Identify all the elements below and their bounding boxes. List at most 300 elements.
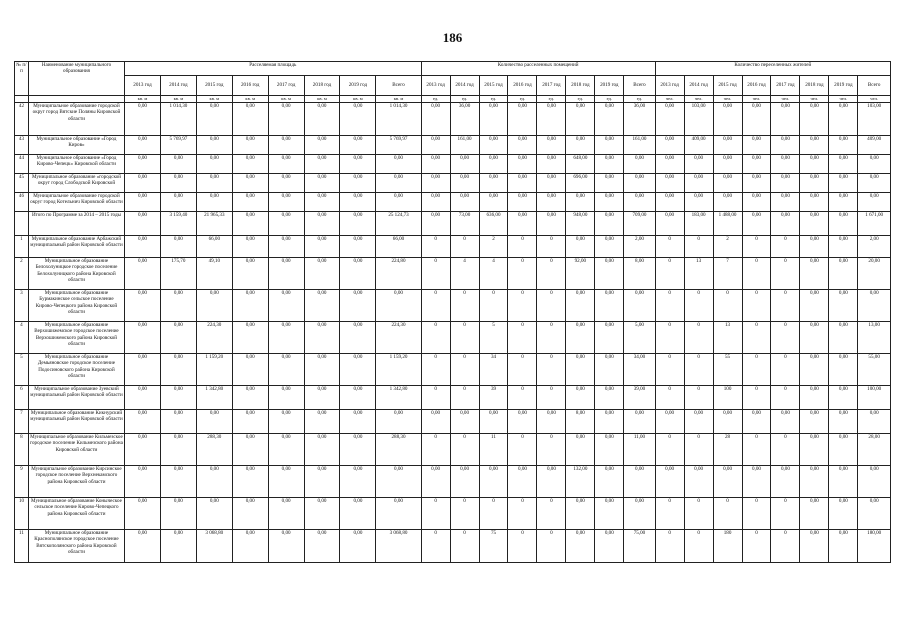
header-unit-area: кв. м — [376, 96, 421, 103]
header-year-people: 2014 год — [684, 76, 713, 96]
people-value: 0,00 — [800, 103, 829, 136]
area-value: 0,00 — [268, 322, 304, 354]
area-value: 0,00 — [160, 410, 196, 434]
rooms-value: 648,00 — [566, 155, 595, 174]
people-value: 0,00 — [800, 434, 829, 466]
row-number: 43 — [15, 136, 29, 155]
people-value: 0,00 — [655, 174, 684, 193]
rooms-value: 0 — [421, 434, 450, 466]
people-value: 0,00 — [655, 136, 684, 155]
rooms-value: 0,00 — [595, 212, 624, 236]
area-value: 0,00 — [376, 193, 421, 212]
people-value: 0 — [771, 258, 800, 290]
area-value: 1 159,20 — [376, 354, 421, 386]
area-value: 5 769,97 — [376, 136, 421, 155]
area-value: 0,00 — [340, 354, 376, 386]
people-value: 0 — [655, 236, 684, 258]
people-value: 0,00 — [713, 103, 742, 136]
rooms-value: 0,00 — [537, 174, 566, 193]
area-value: 0,00 — [196, 155, 232, 174]
area-value: 0,00 — [125, 174, 161, 193]
area-value: 0,00 — [268, 212, 304, 236]
rooms-value: 0,00 — [450, 410, 479, 434]
people-value: 0 — [771, 434, 800, 466]
rooms-value: 8,00 — [624, 258, 655, 290]
people-value: 0,00 — [858, 290, 891, 322]
header-unit-rooms: ед. — [624, 96, 655, 103]
rooms-value: 0,00 — [566, 236, 595, 258]
people-value: 0,00 — [829, 466, 858, 498]
people-value: 0,00 — [800, 498, 829, 530]
header-unit-area: кв. м — [304, 96, 340, 103]
area-value: 0,00 — [232, 386, 268, 410]
rooms-value: 36,00 — [450, 103, 479, 136]
area-value: 0,00 — [232, 354, 268, 386]
area-value: 0,00 — [160, 498, 196, 530]
people-value: 13,00 — [858, 322, 891, 354]
people-value: 0,00 — [800, 354, 829, 386]
table-row — [15, 290, 891, 322]
rooms-value: 0 — [421, 322, 450, 354]
area-value: 3 159,40 — [160, 212, 196, 236]
people-value: 0,00 — [858, 193, 891, 212]
people-value: 103,00 — [858, 103, 891, 136]
rooms-value: 92,00 — [566, 258, 595, 290]
area-value: 0,00 — [232, 290, 268, 322]
rooms-value: 0,00 — [508, 103, 537, 136]
municipality-name: Муниципальное образование Кильмезское городское поселение Кильмезского района Кировской области — [28, 434, 124, 466]
people-value: 0,00 — [800, 290, 829, 322]
people-value: 0,00 — [829, 290, 858, 322]
row-number: 1 — [15, 236, 29, 258]
area-value: 0,00 — [268, 174, 304, 193]
people-value: 409,00 — [858, 136, 891, 155]
rooms-value: 0 — [537, 434, 566, 466]
municipality-name: Муниципальное образование Белохолуницкое городское поселение Белохолуницкого района Кировской области — [28, 258, 124, 290]
people-value: 0,00 — [858, 410, 891, 434]
people-value: 0,00 — [742, 410, 771, 434]
rooms-value: 0 — [479, 498, 508, 530]
people-value: 0 — [684, 386, 713, 410]
area-value: 0,00 — [304, 212, 340, 236]
people-value: 0,00 — [771, 103, 800, 136]
municipality-name: Муниципальное образование Арбажский муниципальный район Кировской области — [28, 236, 124, 258]
people-value: 0 — [655, 530, 684, 563]
people-value: 2,00 — [858, 236, 891, 258]
municipality-name: Муниципальное образование Коныческое сельское поселение Кирово-Чепецкого района Кировской области — [28, 498, 124, 530]
people-value: 0,00 — [800, 236, 829, 258]
people-value: 0 — [684, 290, 713, 322]
area-value: 0,00 — [304, 103, 340, 136]
people-value: 0,00 — [829, 354, 858, 386]
area-value: 0,00 — [340, 136, 376, 155]
rooms-value: 5,00 — [624, 322, 655, 354]
rooms-value: 0,00 — [421, 155, 450, 174]
rooms-value: 0 — [450, 290, 479, 322]
rooms-value: 0,00 — [479, 103, 508, 136]
header-unit-people: чел. — [655, 96, 684, 103]
header-unit-rooms: ед. — [508, 96, 537, 103]
people-value: 183,00 — [684, 212, 713, 236]
area-value: 0,00 — [304, 258, 340, 290]
people-value: 0,00 — [800, 155, 829, 174]
header-unit-people: чел. — [713, 96, 742, 103]
people-value: 0,00 — [655, 193, 684, 212]
header-year-people: 2013 год — [655, 76, 684, 96]
area-value: 0,00 — [268, 498, 304, 530]
people-value: 0,00 — [829, 236, 858, 258]
rooms-value: 39,00 — [624, 386, 655, 410]
people-value: 0,00 — [858, 174, 891, 193]
rooms-value: 75,00 — [624, 530, 655, 563]
table-header — [15, 62, 891, 103]
area-value: 0,00 — [196, 193, 232, 212]
people-value: 0,00 — [771, 193, 800, 212]
rooms-value: 2,00 — [624, 236, 655, 258]
rooms-value: 161,00 — [624, 136, 655, 155]
table-row — [15, 434, 891, 466]
area-value: 0,00 — [304, 530, 340, 563]
table-row — [15, 174, 891, 193]
header-year-area: 2019 год — [340, 76, 376, 96]
rooms-value: 36,00 — [624, 103, 655, 136]
municipality-name: Муниципальное образование Демьяновское городское поселение Подосиновского района Кировской области — [28, 354, 124, 386]
rooms-value: 0,00 — [595, 193, 624, 212]
header-unit-rooms: ед. — [537, 96, 566, 103]
people-value: 0,00 — [829, 410, 858, 434]
rooms-value: 2 — [479, 236, 508, 258]
people-value: 0,00 — [655, 103, 684, 136]
area-value: 0,00 — [125, 136, 161, 155]
people-value: 0 — [655, 258, 684, 290]
area-value: 1 014,30 — [376, 103, 421, 136]
people-value: 0,00 — [713, 136, 742, 155]
rooms-value: 0,00 — [421, 174, 450, 193]
area-value: 0,00 — [125, 155, 161, 174]
rooms-value: 0,00 — [537, 193, 566, 212]
table-row — [15, 212, 891, 236]
rooms-value: 0,00 — [566, 193, 595, 212]
area-value: 0,00 — [268, 466, 304, 498]
header-unit-area: кв. м — [268, 96, 304, 103]
rooms-value: 0,00 — [566, 434, 595, 466]
people-value: 0,00 — [800, 258, 829, 290]
area-value: 3 068,80 — [376, 530, 421, 563]
area-value: 0,00 — [340, 290, 376, 322]
area-value: 0,00 — [125, 354, 161, 386]
area-value: 0,00 — [125, 212, 161, 236]
people-value: 28 — [713, 434, 742, 466]
rooms-value: 636,00 — [479, 212, 508, 236]
people-value: 0,00 — [742, 193, 771, 212]
rooms-value: 0,00 — [566, 498, 595, 530]
area-value: 0,00 — [340, 386, 376, 410]
rooms-value: 4 — [479, 258, 508, 290]
area-value: 0,00 — [340, 466, 376, 498]
area-value: 0,00 — [304, 386, 340, 410]
rooms-value: 0 — [450, 498, 479, 530]
header-unit-people: чел. — [800, 96, 829, 103]
area-value: 288,30 — [196, 434, 232, 466]
rooms-value: 0,00 — [595, 434, 624, 466]
people-value: 0 — [655, 290, 684, 322]
area-value: 0,00 — [125, 386, 161, 410]
area-value: 0,00 — [340, 174, 376, 193]
people-value: 2 — [713, 236, 742, 258]
rooms-value: 0,00 — [595, 322, 624, 354]
header-blank — [28, 96, 124, 103]
area-value: 66,00 — [376, 236, 421, 258]
header-area-group: Расселяемая площадь — [125, 62, 422, 76]
people-value: 0,00 — [771, 410, 800, 434]
rooms-value: 4 — [450, 258, 479, 290]
rooms-value: 0 — [508, 498, 537, 530]
area-value: 0,00 — [268, 258, 304, 290]
table-row — [15, 103, 891, 136]
area-value: 0,00 — [232, 155, 268, 174]
people-value: 0 — [742, 386, 771, 410]
area-value: 0,00 — [232, 466, 268, 498]
people-value: 0 — [684, 322, 713, 354]
rooms-value: 0,00 — [624, 174, 655, 193]
municipality-name: Муниципальное образование «Город Кирово-Чепецк» Кировской области — [28, 155, 124, 174]
rooms-value: 0 — [450, 354, 479, 386]
row-number: 9 — [15, 466, 29, 498]
rooms-value: 948,00 — [566, 212, 595, 236]
people-value: 0,00 — [684, 193, 713, 212]
area-value: 0,00 — [196, 290, 232, 322]
people-value: 0,00 — [829, 193, 858, 212]
area-value: 0,00 — [125, 322, 161, 354]
rooms-value: 0,00 — [537, 136, 566, 155]
people-value: 0 — [655, 322, 684, 354]
area-value: 0,00 — [125, 193, 161, 212]
people-value: 7 — [713, 258, 742, 290]
area-value: 0,00 — [304, 236, 340, 258]
people-value: 0,00 — [684, 155, 713, 174]
rooms-value: 0 — [537, 322, 566, 354]
people-value: 103,00 — [684, 103, 713, 136]
rooms-value: 0 — [421, 530, 450, 563]
people-value: 0,00 — [742, 466, 771, 498]
rooms-value: 0,00 — [508, 410, 537, 434]
table-row — [15, 155, 891, 174]
people-value: 55,00 — [858, 354, 891, 386]
people-value: 0,00 — [829, 386, 858, 410]
municipality-name: Муниципальное образование Краснополянское городское поселение Вятскополянского района Кировской области — [28, 530, 124, 563]
people-value: 55 — [713, 354, 742, 386]
header-unit-people: чел. — [684, 96, 713, 103]
people-value: 0,00 — [829, 434, 858, 466]
area-value: 0,00 — [304, 410, 340, 434]
header-name: Наименование муниципального образования — [28, 62, 124, 96]
rooms-value: 39 — [479, 386, 508, 410]
people-value: 0,00 — [713, 155, 742, 174]
rooms-value: 0,00 — [421, 212, 450, 236]
rooms-value: 0 — [450, 322, 479, 354]
rooms-value: 0,00 — [450, 174, 479, 193]
people-value: 0,00 — [655, 410, 684, 434]
row-number: 3 — [15, 290, 29, 322]
municipality-name: Муниципальное образование «городской округ город Слободской Кировской — [28, 174, 124, 193]
area-value: 0,00 — [160, 155, 196, 174]
people-value: 409,00 — [684, 136, 713, 155]
header-unit-rooms: ед. — [566, 96, 595, 103]
header-unit-area: кв. м — [196, 96, 232, 103]
area-value: 0,00 — [340, 103, 376, 136]
people-value: 0,00 — [829, 498, 858, 530]
rooms-value: 0,00 — [595, 155, 624, 174]
area-value: 0,00 — [304, 290, 340, 322]
area-value: 0,00 — [340, 258, 376, 290]
area-value: 0,00 — [232, 212, 268, 236]
rooms-value: 0,00 — [595, 410, 624, 434]
area-value: 224,80 — [376, 258, 421, 290]
rooms-value: 0,00 — [537, 410, 566, 434]
people-value: 0,00 — [655, 212, 684, 236]
municipality-name: Муниципальное образование Кикнурский муниципальный район Кировской области — [28, 410, 124, 434]
people-value: 0 — [655, 354, 684, 386]
rooms-value: 34 — [479, 354, 508, 386]
header-rooms-group: Количество расселенных помещений — [421, 62, 655, 76]
area-value: 0,00 — [160, 434, 196, 466]
area-value: 0,00 — [232, 236, 268, 258]
area-value: 0,00 — [160, 530, 196, 563]
people-value: 0 — [771, 386, 800, 410]
area-value: 0,00 — [376, 290, 421, 322]
rooms-value: 0,00 — [624, 466, 655, 498]
people-value: 0,00 — [800, 136, 829, 155]
header-unit-rooms: ед. — [421, 96, 450, 103]
header-year-people: 2015 год — [713, 76, 742, 96]
people-value: 0 — [713, 290, 742, 322]
people-value: 0 — [771, 498, 800, 530]
row-number: 46 — [15, 193, 29, 212]
rooms-value: 0,00 — [595, 290, 624, 322]
row-number: 8 — [15, 434, 29, 466]
table-row — [15, 410, 891, 434]
people-value: 0,00 — [742, 212, 771, 236]
rooms-value: 0 — [508, 434, 537, 466]
rooms-value: 0,00 — [566, 103, 595, 136]
header-year-area: 2017 год — [268, 76, 304, 96]
area-value: 0,00 — [376, 466, 421, 498]
rooms-value: 0,00 — [508, 466, 537, 498]
rooms-value: 0,00 — [624, 155, 655, 174]
area-value: 0,00 — [268, 103, 304, 136]
people-value: 0,00 — [829, 136, 858, 155]
people-value: 0 — [684, 354, 713, 386]
area-value: 0,00 — [232, 498, 268, 530]
area-value: 0,00 — [160, 466, 196, 498]
rooms-value: 73,00 — [450, 212, 479, 236]
people-value: 0 — [742, 530, 771, 563]
area-value: 0,00 — [125, 410, 161, 434]
area-value: 0,00 — [232, 136, 268, 155]
area-value: 0,00 — [232, 174, 268, 193]
area-value: 0,00 — [125, 236, 161, 258]
rooms-value: 0,00 — [566, 530, 595, 563]
rooms-value: 0,00 — [421, 466, 450, 498]
people-value: 0,00 — [713, 466, 742, 498]
area-value: 0,00 — [232, 103, 268, 136]
municipality-name: Муниципальное образование «Город Киров» — [28, 136, 124, 155]
header-unit-rooms: ед. — [450, 96, 479, 103]
row-number: 11 — [15, 530, 29, 563]
rooms-value: 0,00 — [566, 386, 595, 410]
header-unit-rooms: ед. — [479, 96, 508, 103]
area-value: 224,30 — [196, 322, 232, 354]
people-value: 0,00 — [800, 322, 829, 354]
area-value: 0,00 — [304, 354, 340, 386]
rooms-value: 132,00 — [566, 466, 595, 498]
rooms-value: 0 — [537, 236, 566, 258]
rooms-value: 0 — [421, 290, 450, 322]
rooms-value: 0 — [421, 386, 450, 410]
people-value: 0,00 — [684, 410, 713, 434]
area-value: 0,00 — [376, 410, 421, 434]
people-value: 0 — [742, 354, 771, 386]
header-year-area: 2018 год — [304, 76, 340, 96]
rooms-value: 0,00 — [421, 136, 450, 155]
table-row — [15, 498, 891, 530]
rooms-value: 0,00 — [595, 498, 624, 530]
municipality-name: Муниципальное образование Зуевский муниципальный район Кировской области — [28, 386, 124, 410]
people-value: 0 — [771, 530, 800, 563]
area-value: 0,00 — [196, 410, 232, 434]
rooms-value: 0,00 — [508, 212, 537, 236]
rooms-value: 0,00 — [537, 212, 566, 236]
people-value: 0,00 — [713, 410, 742, 434]
area-value: 0,00 — [160, 322, 196, 354]
people-value: 1 488,00 — [713, 212, 742, 236]
area-value: 0,00 — [340, 530, 376, 563]
rooms-value: 0 — [450, 530, 479, 563]
rooms-value: 0 — [479, 290, 508, 322]
rooms-value: 0 — [508, 354, 537, 386]
rooms-value: 0 — [450, 434, 479, 466]
rooms-value: 0,00 — [479, 410, 508, 434]
rooms-value: 0,00 — [595, 386, 624, 410]
area-value: 0,00 — [232, 322, 268, 354]
people-value: 0 — [742, 236, 771, 258]
rooms-value: 0 — [537, 354, 566, 386]
rooms-value: 11 — [479, 434, 508, 466]
area-value: 0,00 — [125, 530, 161, 563]
area-value: 0,00 — [160, 236, 196, 258]
rooms-value: 0 — [450, 386, 479, 410]
people-value: 0,00 — [800, 174, 829, 193]
people-value: 0 — [684, 498, 713, 530]
rooms-value: 0 — [508, 236, 537, 258]
header-blank — [15, 96, 29, 103]
area-value: 66,00 — [196, 236, 232, 258]
area-value: 0,00 — [340, 155, 376, 174]
people-value: 0 — [655, 386, 684, 410]
header-unit-people: чел. — [771, 96, 800, 103]
area-value: 0,00 — [304, 434, 340, 466]
area-value: 0,00 — [160, 290, 196, 322]
area-value: 0,00 — [232, 410, 268, 434]
area-value: 0,00 — [304, 193, 340, 212]
area-value: 175,70 — [160, 258, 196, 290]
header-year-people: 2018 год — [800, 76, 829, 96]
rooms-value: 0,00 — [508, 136, 537, 155]
rooms-value: 0 — [537, 498, 566, 530]
people-value: 13 — [713, 322, 742, 354]
people-value: 0,00 — [800, 530, 829, 563]
area-value: 0,00 — [268, 434, 304, 466]
